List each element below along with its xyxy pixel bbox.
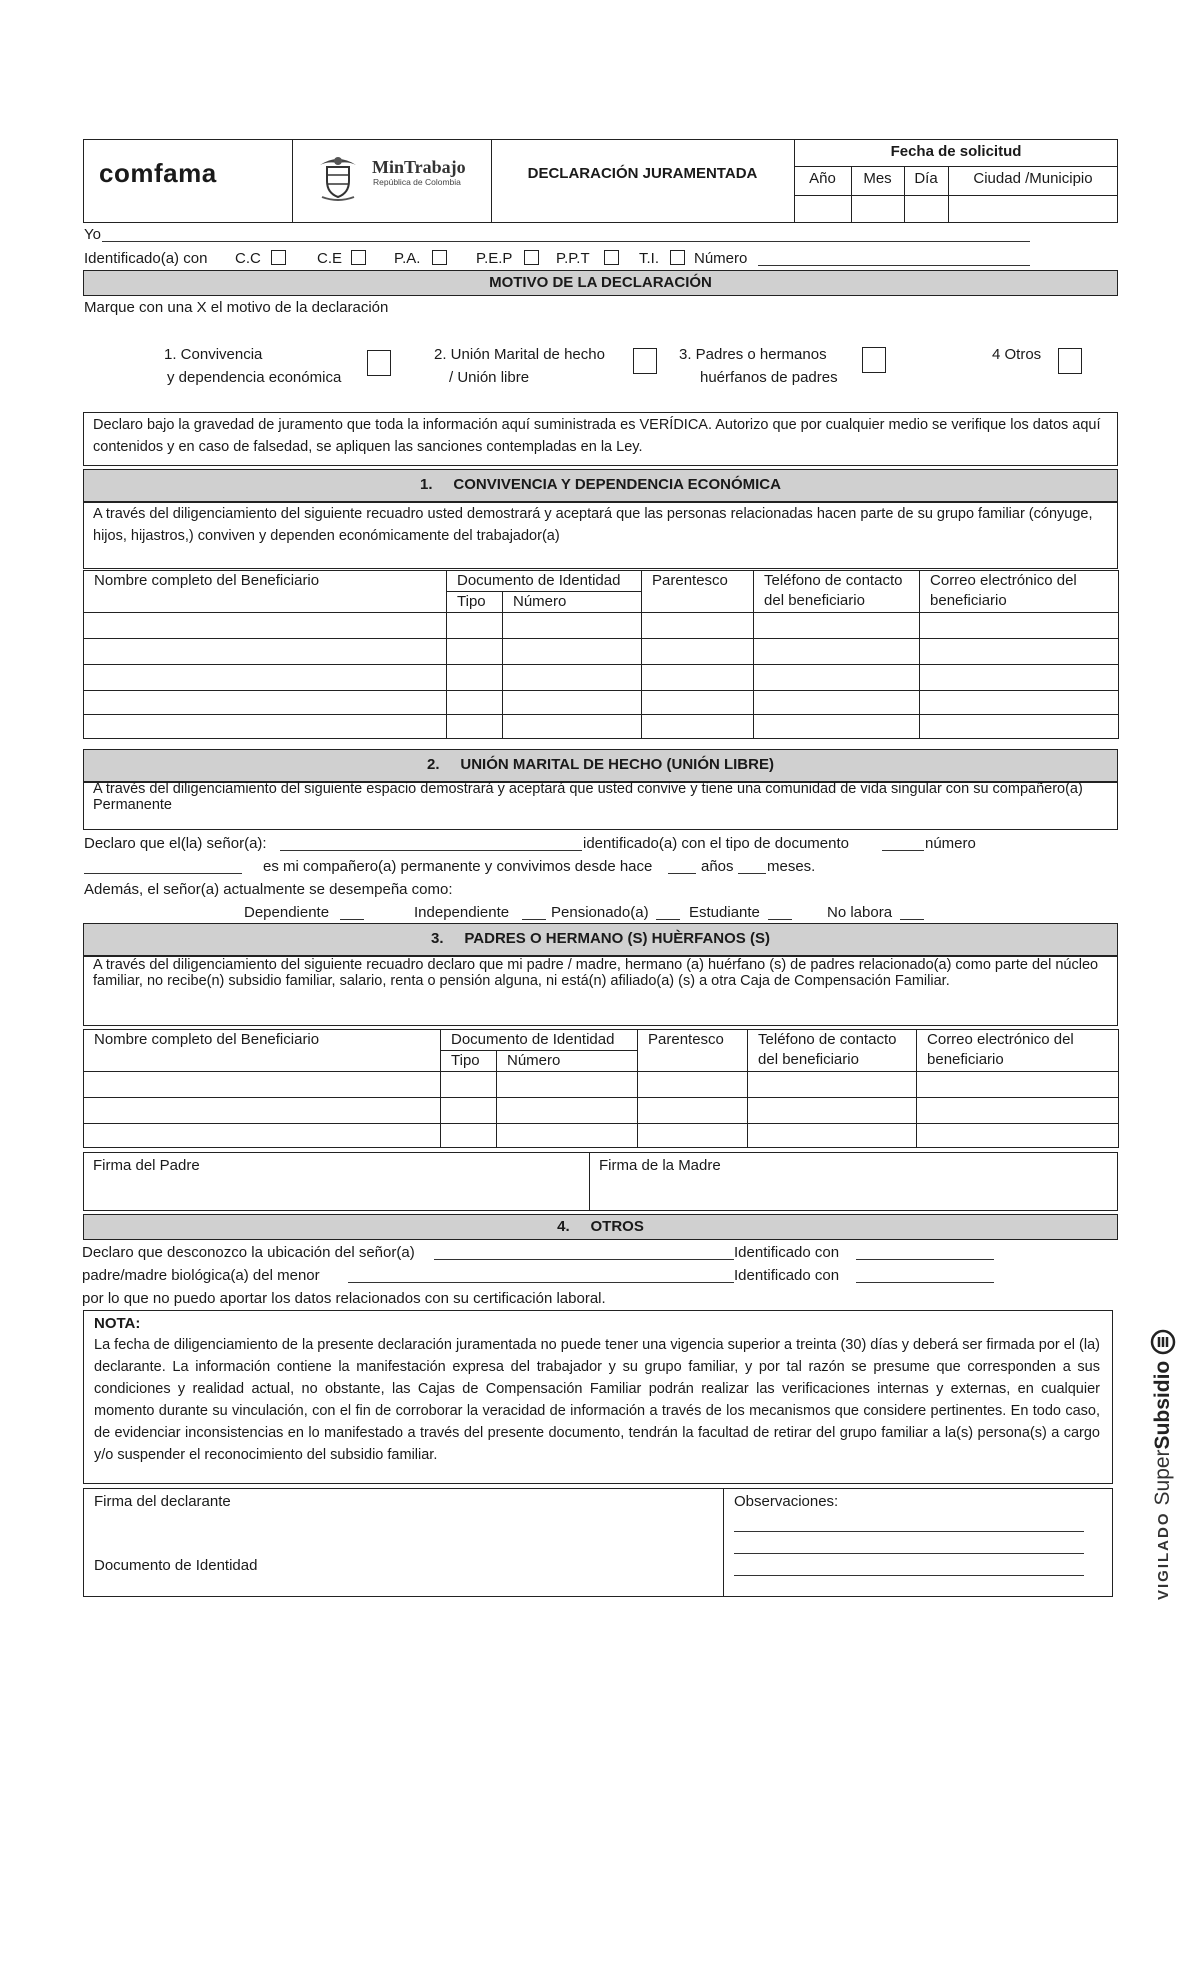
occupation-estudiante-field[interactable] [768,919,792,920]
section4-title [83,1218,1118,1236]
motivo-option-4-line1: 4 Otros [992,346,1042,363]
section3-title [83,930,1118,948]
section2-title [83,756,1118,774]
table-row [84,613,1119,639]
s2-line2-a: es mi compañero(a) permanente y convivimos desde hace [263,858,653,875]
mother-signature-label: Firma de la Madre [599,1157,721,1174]
section2-number: 2. [427,756,440,773]
date-year-field[interactable] [796,197,849,221]
supersubsidio-logo-icon [1150,1329,1176,1355]
doc-type-ce-checkbox[interactable] [351,250,366,265]
doc-type-ti-checkbox[interactable] [670,250,685,265]
motivo-instruction: Marque con una X el motivo de la declaración [84,299,389,316]
document-title: DECLARACIÓN JURAMENTADA [527,165,758,182]
minor-name-field[interactable] [348,1282,734,1283]
date-title: Fecha de solicitud [890,143,1022,160]
motivo-option-3-line1: 3. Padres o hermanos [679,346,827,363]
vigilado-supersubsidio-badge [1148,1280,1178,1600]
s4-line1-b: Identificado con [734,1244,840,1261]
section2-title-text: UNIÓN MARITAL DE HECHO (UNIÓN LIBRE) [460,756,774,773]
observations-line-3[interactable] [734,1575,1084,1576]
s2-line1-b: identificado(a) con el tipo de documento [583,835,850,852]
section3-number: 3. [431,930,444,947]
table-row [84,715,1119,739]
section3-description: A través del diligenciamiento del siguiente recuadro declaro que mi padre / madre, hermano (a) huérfano (s) de padres relacionado(a) como parte del núcleo familiar, no recibe(n) subsidio familiar, salario, renta o pensión alguna, ni está(n) afiliado(a) (s) a otra Caja de Compensación Familiar. [93,957,1099,989]
motivo-option-2-line2: / Unión libre [449,369,530,386]
s1-header-phone: Teléfono de contacto del beneficiario [754,571,920,613]
signature-label: Firma del declarante [94,1493,231,1510]
s4-line3: por lo que no puedo aportar los datos relacionados con su certificación laboral. [82,1290,606,1307]
observations-label: Observaciones: [734,1493,839,1510]
motivo-option-3-checkbox[interactable] [862,347,886,373]
motivo-option-4-checkbox[interactable] [1058,348,1082,374]
signature-field[interactable] [85,1512,721,1562]
occupation-dependiente-label: Dependiente [244,904,330,921]
father-signature-field[interactable] [85,1176,587,1209]
unknown-person-field[interactable] [434,1259,734,1260]
vigilado-prefix: VIGILADO [1154,1511,1172,1600]
s2-line1-c: número [925,835,976,852]
section1-description: A través del diligenciamiento del siguiente recuadro usted demostrará y aceptará que las personas relacionadas hacen parte de su grupo familiar (cónyuge, hijos, hijastros,) conviven y dependen económicamente del trabajador(a) [93,506,1093,544]
doc-number-label: Número [694,250,748,267]
s3-header-email: Correo electrónico del beneficiario [917,1030,1119,1072]
vigilado-super: Super [1151,1449,1174,1506]
s2-line3: Además, el señor(a) actualmente se desempeña como: [84,881,453,898]
comfama-logo: comfama [99,158,217,188]
colombia-seal-icon [314,151,362,203]
s4-line2-b: Identificado con [734,1267,840,1284]
partner-name-field[interactable] [280,850,582,851]
s1-header-tipo: Tipo [447,592,503,613]
mother-signature-field[interactable] [591,1176,1116,1209]
motivo-option-2-line1: 2. Unión Marital de hecho [434,346,605,363]
date-day-field[interactable] [906,197,946,221]
observations-line-2[interactable] [734,1553,1084,1554]
table-row [84,691,1119,715]
unknown-person-id-field[interactable] [856,1259,994,1260]
doc-type-pa-label: P.A. [394,250,421,267]
table-row [84,1124,1119,1148]
motivo-option-1-line1: 1. Convivencia [164,346,263,363]
yo-label: Yo [84,226,101,243]
section1-title [83,476,1118,494]
nota-body: La fecha de diligenciamiento de la presente declaración juramentada no puede tener una vigencia superior a treinta (30) días y deberá ser firmada por el (la) declarante. La información contiene la manifestación expresa del trabajador y su grupo familiar, y por tal razón se presume que corresponden a sus condiciones y realidad actual, no obstante, las Cajas de Compensación Familiar podrán realizar las verificaciones internas y externas, en cualquier momento durante su vinculación, con el fin de corroborar la veracidad de información a través de los mecanismos que considere pertinentes. En todo caso, de evidenciar inconsistencias en lo manifestado a través del presente documento, tendrán la facultad de retirar del grupo familiar a la(s) persona(s) a cargo y/o suspender el reconocimiento del subsidio familiar. [94,1337,1100,1463]
date-month-field[interactable] [853,197,902,221]
s3-header-tipo: Tipo [441,1051,497,1072]
date-col-month: Mes [863,170,892,187]
years-field[interactable] [668,873,696,874]
s2-line2-c: meses. [767,858,816,875]
motivo-option-2-checkbox[interactable] [633,348,657,374]
section1-number: 1. [420,476,433,493]
name-field[interactable] [102,241,1030,242]
doc-type-cc-checkbox[interactable] [271,250,286,265]
date-col-year: Año [809,170,836,187]
occupation-dependiente-field[interactable] [340,919,364,920]
months-field[interactable] [738,873,766,874]
vigilado-subsidio: Subsidio [1151,1360,1174,1450]
oath-text: Declaro bajo la gravedad de juramento que toda la información aquí suministrada es VERÍDICA. Autorizo que por cualquier medio se verifique los datos aquí contenidos y en caso de falsedad, se apliquen las sanciones contempladas en la Ley. [93,417,1101,455]
doc-type-pep-checkbox[interactable] [524,250,539,265]
mintrabajo-sub: República de Colombia [373,177,461,187]
father-signature-label: Firma del Padre [93,1157,200,1174]
s3-header-doc: Documento de Identidad [441,1030,638,1051]
doc-type-ti-label: T.I. [639,250,660,267]
occupation-pensionado-label: Pensionado(a) [551,904,649,921]
motivo-title: MOTIVO DE LA DECLARACIÓN [489,274,712,291]
date-col-city: Ciudad /Municipio [973,170,1093,187]
date-col-day: Día [914,170,938,187]
motivo-option-1-checkbox[interactable] [367,350,391,376]
occupation-pensionado-field[interactable] [656,919,680,920]
mintrabajo-name: MinTrabajo [372,157,466,177]
s1-header-email: Correo electrónico del beneficiario [920,571,1119,613]
table-row [84,1072,1119,1098]
section3-table [83,1029,1119,1148]
section4-title-text: OTROS [590,1218,644,1235]
motivo-option-1-line2: y dependencia económica [167,369,342,386]
minor-id-field[interactable] [856,1282,994,1283]
observations-line-1[interactable] [734,1531,1084,1532]
table-row [84,639,1119,665]
occupation-nolabora-field[interactable] [900,919,924,920]
motivo-option-3-line2: huérfanos de padres [700,369,838,386]
section2-description: A través del diligenciamiento del siguiente espacio demostrará y aceptará que usted convive y tiene una comunidad de vida singular con su compañero(a) Permanente [93,781,1083,813]
s3-header-phone: Teléfono de contacto del beneficiario [748,1030,917,1072]
s2-line2-b: años [701,858,734,875]
partner-doc-type-field[interactable] [882,850,924,851]
doc-type-ce-label: C.E [317,250,343,267]
doc-type-ppt-label: P.P.T [556,250,590,267]
s2-line1-a: Declaro que el(la) señor(a): [84,835,267,852]
table-row [84,665,1119,691]
s1-header-numero: Número [503,592,642,613]
occupation-nolabora-label: No labora [827,904,893,921]
s1-header-parentesco: Parentesco [642,571,754,613]
doc-number-field[interactable] [758,265,1030,266]
document-label: Documento de Identidad [94,1557,258,1574]
s1-header-doc: Documento de Identidad [447,571,642,592]
s4-line1-a: Declaro que desconozco la ubicación del señor(a) [82,1244,415,1261]
s3-header-parentesco: Parentesco [638,1030,748,1072]
section4-number: 4. [557,1218,570,1235]
occupation-estudiante-label: Estudiante [689,904,760,921]
section3-title-text: PADRES O HERMANO (S) HUÈRFANOS (S) [464,930,770,947]
doc-type-pa-checkbox[interactable] [432,250,447,265]
occupation-independiente-field[interactable] [522,919,546,920]
partner-doc-number-field[interactable] [84,873,242,874]
section1-title-text: CONVIVENCIA Y DEPENDENCIA ECONÓMICA [453,476,781,493]
doc-type-ppt-checkbox[interactable] [604,250,619,265]
identified-label: Identificado(a) con [84,250,208,267]
s3-header-numero: Número [497,1051,638,1072]
nota-title: NOTA: [94,1315,141,1332]
s4-line2-a: padre/madre biológica(a) del menor [82,1267,320,1284]
section1-table [83,570,1119,739]
s1-header-name: Nombre completo del Beneficiario [84,571,447,613]
doc-type-cc-label: C.C [235,250,261,267]
city-field[interactable] [950,197,1116,221]
occupation-independiente-label: Independiente [414,904,510,921]
doc-type-pep-label: P.E.P [476,250,513,267]
table-row [84,1098,1119,1124]
s3-header-name: Nombre completo del Beneficiario [84,1030,441,1072]
